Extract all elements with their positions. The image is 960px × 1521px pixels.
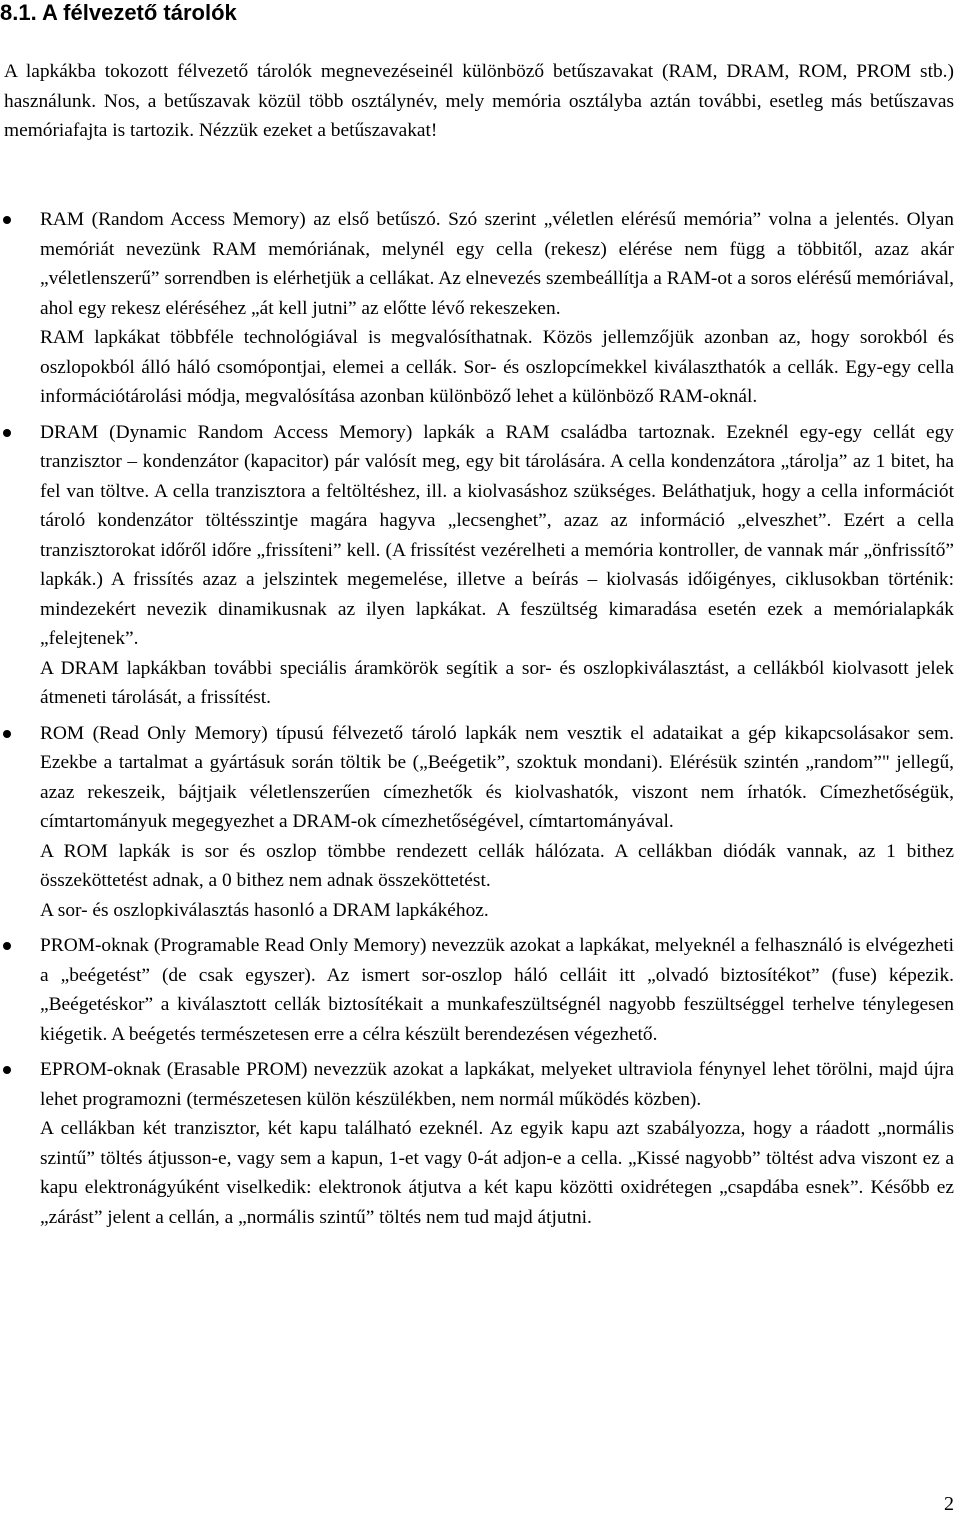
intro-paragraph: A lapkákba tokozott félvezető tárolók megnevezéseinél különböző betűszavakat (RAM, DRAM, ROM, PROM stb.) használunk. Nos, a betűszavak közül több osztálynév, mely memória osztályba aztán további, esetleg más betűszavas memóriafajta is tartozik. Nézzük ezeket a betűszavakat! <box>4 61 954 141</box>
bullet-icon <box>3 942 11 950</box>
bullet-icon <box>3 730 11 738</box>
eprom-paragraph-1: EPROM-oknak (Erasable PROM) nevezzük azokat a lapkákat, melyeket ultraviola fénynyel lehet törölni, majd újra lehet programozni (természetesen külön készülékben, nem normál működés közben). <box>40 1059 954 1110</box>
rom-paragraph-1: ROM (Read Only Memory) típusú félvezető tároló lapkák nem vesztik el adataikat a gép kikapcsolásakor sem. Ezekbe a tartalmat a gyártásuk során töltik be („Beégetik”, szoktuk mondani). Elérésük szintén „random”" jellegű, azaz rekeszeik, bájtjaik véletlenszerűen címezhetők és kiolvashatók, viszont nem írhatók. Címezhetőségük, címtartományuk megegyezhet a DRAM-ok címezhetőségével, címtartományával. <box>40 722 954 832</box>
eprom-paragraph-2: A cellákban két tranzisztor, két kapu található ezeknél. Az egyik kapu azt szabályozza, hogy a ráadott „normális szintű” töltés átjusson-e, vagy sem a kapun, 1-et vagy 0-át adjon-e a cella. „Kissé nagyobb” töltést adva viszont ez a kapu elektronágyúként viselkedik: elektronok átjutva a két kapu közötti oxidrétegen „csapdába esnek”. Később ez „zárást” jelent a cellán, a „normális szintű” töltés nem tud majd átjutni. <box>40 1118 954 1228</box>
ram-paragraph-2: RAM lapkákat többféle technológiával is megvalósíthatnak. Közös jellemzőjük azonban az, hogy sorokból és oszlopokból álló háló csomópontjai, elemei a cellák. Sor- és oszlopcímekkel kiválaszthatók a cellák. Egy-egy cella információtárolási módja, megvalósítása azonban különböző lehet a különböző RAM-oknál. <box>40 327 954 407</box>
list-item-dram <box>0 418 954 713</box>
dram-paragraph-1: DRAM (Dynamic Random Access Memory) lapkák a RAM családba tartoznak. Ezeknél egy-egy cellát egy tranzisztor – kondenzátor (kapacitor) pár valósít meg, egy bit tárolására. A cella kondenzátora „tárolja” az 1 bitet, ha fel van töltve. A cella tranzisztora a feltöltéshez, ill. a kiolvasáshoz szükséges. Beláthatjuk, hogy a cella információt tároló kondenzátor töltésszintje magára hagyva „lecsenghet”, azaz az információ „elveszhet”. Ezért a cella tranzisztorokat időről időre „frissíteni” kell. (A frissítést vezérelheti a memória kontroller, de vannak már „önfrissítő” lapkák.) A frissítés azaz a jelszintek megemelése, illetve a beírás – kiolvasás időigényes, ciklusokban történik: mindezekért nevezik dinamikusnak az ilyen lapkákat. A feszültség kimaradása esetén ezek a memórialapkák „felejtenek”. <box>40 421 954 649</box>
ram-paragraph-1: RAM (Random Access Memory) az első betűszó. Szó szerint „véletlen elérésű memória” volna a jelentés. Olyan memóriát nevezünk RAM memóriának, melynél egy cella (rekesz) elérése nem függ a többitől, azaz akár „véletlenszerű” sorrendben is elérhetjük a cellákat. Az elnevezés szembeállítja a RAM-ot a soros elérésű memóriával, ahol egy rekesz eléréséhez „át kell jutni” az előtte lévő rekeszeken. <box>40 209 954 319</box>
bullet-icon <box>3 1066 11 1074</box>
list-item-prom <box>0 931 954 1049</box>
bullet-icon <box>3 429 11 437</box>
page-number: 2 <box>944 1493 954 1515</box>
bullet-icon <box>3 216 11 224</box>
section-title: 8.1. A félvezető tárolók <box>0 0 237 25</box>
memory-type-list <box>0 205 960 1238</box>
rom-paragraph-2: A ROM lapkák is sor és oszlop tömbbe rendezett cellák hálózata. A cellákban diódák vannak, az 1 bithez összeköttetést adnak, a 0 bithez nem adnak összeköttetést. <box>40 840 954 891</box>
rom-paragraph-3: A sor- és oszlopkiválasztás hasonló a DRAM lapkákéhoz. <box>40 899 489 921</box>
list-item-eprom <box>0 1055 954 1232</box>
list-item-rom <box>0 719 954 926</box>
dram-paragraph-2: A DRAM lapkákban további speciális áramkörök segítik a sor- és oszlopkiválasztást, a cellákból kiolvasott jelek átmeneti tárolását, a frissítést. <box>40 657 954 708</box>
list-item-ram <box>0 205 954 412</box>
prom-paragraph-1: PROM-oknak (Programable Read Only Memory) nevezzük azokat a lapkákat, melyeknél a felhasználó is elvégezheti a „beégetést” (de csak egyszer). Az ismert sor-oszlop háló celláit itt „olvadó biztosítékot” (fuse) képezik. „Beégetéskor” a kiválasztott cellák biztosítékait a munkafeszültségnél nagyobb feszültséggel terhelve ténylegesen kiégetik. A beégetés természetesen erre a célra készült berendezésen végezhető. <box>40 935 954 1045</box>
